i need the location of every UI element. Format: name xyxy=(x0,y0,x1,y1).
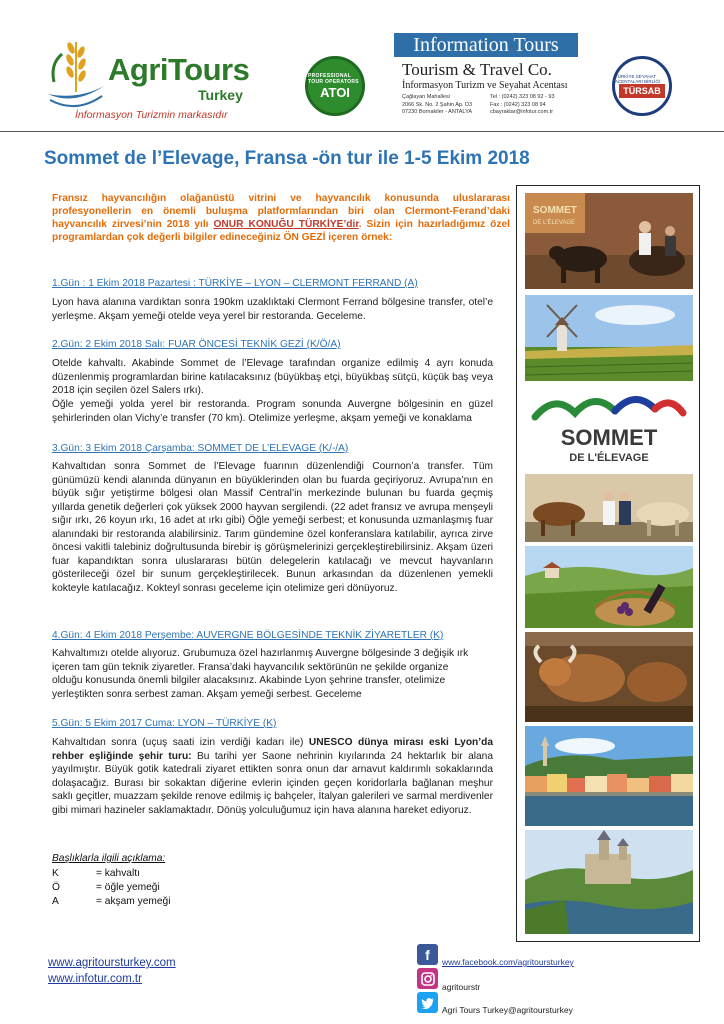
intro-paragraph xyxy=(52,192,510,244)
company-address xyxy=(402,94,472,117)
day-1-heading: 1.Gün : 1 Ekim 2018 Pazartesi : TÜRKİYE – LYON – CLERMONT FERRAND (A) xyxy=(52,278,418,289)
atoi-badge xyxy=(305,56,365,116)
day-5-text-b: Bu tarihi yer Saone nehrinin kıyılarında 24 hektarlık bir alana yayılmıştır. Büyük gotik katedrali ziyaret ettikten sonra onun dar arnavut kaldırımlı sokaklarında dolaşacağız. Burası bir sokaktan diğerine evlerin içinden geçen koridorlarla bağlanan meşhur saklı geçitler, muazzam şekilde renove edilmiş iç bahçeler, İtalyan galerileri ve sarmal merdivenler gibi mimari hazineler saklamaktadır. Dönüş yolculuğumuz için hava alanına hareket ediyoruz. xyxy=(52,750,493,816)
legend-key: Ö xyxy=(52,882,60,893)
cattle-fair-photo xyxy=(525,474,693,542)
cows-barn-photo xyxy=(525,632,693,722)
photo-sommet-sub: DE L'ÉLEVAGE xyxy=(533,220,576,226)
day-2-text: Otelde kahvaltı. Akabinde Sommet de l’Elevage tarafından organize edilmiş 4 ayrı konuda düzenlenmiş programlardan birine katılacaksınız (büyükbaş etçi, büyükbaş sütçü, küçük baş veya 2018 için seçilen özel Salers ırkı). xyxy=(52,358,493,396)
tursab-label: TÜRSAB xyxy=(619,84,665,98)
day-1-text: Lyon hava alanına vardıktan sonra 190km uzaklıktaki Clermont Ferrand bölgesine transfer, otel’e yerleşme. Akşam yemeği otelde veya yerel bir restoranda. Geceleme. xyxy=(52,297,493,322)
brand-tagline: İnformasyon Turizmin markasıdır xyxy=(75,109,228,121)
day-4-line: yerleştikten sonra serbest zaman. Akşam yemeği serbest. Geceleme xyxy=(52,688,362,700)
intro-highlight: ONUR KONUĞU TÜRKİYE’dir xyxy=(213,219,359,230)
intro-text: Fransız hayvancılığın olağanüstü vitrini ve hayvancılık konusunda uluslararası profesyonellerin en önemli buluşma platformlarından biri olan Clermont-Ferand’daki hayvancılık zirvesi’nin 2018 yılı xyxy=(52,193,510,230)
day-5-heading: 5.Gün: 5 Ekim 2017 Cuma: LYON – TÜRKİYE (K) xyxy=(52,718,277,729)
day-4-line: içeren tam gün teknik ziyaretler. Fransa’daki hayvancılık sektörünün ne şekilde organize xyxy=(52,661,449,673)
sommet-logo-word: SOMMET xyxy=(560,425,658,450)
atoi-label: ATOI xyxy=(320,84,350,100)
castle-photo xyxy=(525,830,693,934)
company-contact xyxy=(490,94,555,117)
facebook-link[interactable]: www.facebook.com/agritoursturkey xyxy=(442,957,574,967)
bull-show-photo xyxy=(525,193,693,289)
legend-row xyxy=(52,896,170,907)
website-link-agritours[interactable]: www.agritoursturkey.com xyxy=(48,957,176,969)
agritours-logo-mark xyxy=(44,34,106,116)
website-link-infotur[interactable]: www.infotur.com.tr xyxy=(48,973,142,985)
legend-title-text: Başlıklarla ilgili açıklama xyxy=(52,853,163,864)
info-company-title: Tourism & Travel Co. xyxy=(402,60,552,79)
lyon-city-photo xyxy=(525,726,693,826)
header-divider xyxy=(0,131,724,132)
day-5-text xyxy=(52,736,493,817)
tursab-badge xyxy=(612,56,672,116)
legend-value: = akşam yemeği xyxy=(96,896,171,907)
contact-line: Tel : (0242) 323 08 92 - 93 xyxy=(490,94,555,100)
legend-value: = öğle yemeği xyxy=(96,882,160,893)
day-2-heading: 2.Gün: 2 Ekim 2018 Salı: FUAR ÖNCESİ TEKNİK GEZİ (K/Ö/A) xyxy=(52,339,341,350)
instagram-icon[interactable] xyxy=(417,968,438,989)
day-5-text-bold: UNESCO dünya mirası eski Lyon’da rehber eşliğinde şehir turu: xyxy=(52,737,493,762)
day-2-text-2: Öğle yemeği yolda yerel bir restoranda. Program sonunda Auvergne bölgesinin en güzel şehirlerinden olan Vichy’e transfer (70 km). Otelimize yerleşme, akşam yemeği ve konaklama xyxy=(52,399,493,424)
photo-sommet-text: SOMMET xyxy=(533,205,577,216)
twitter-handle[interactable]: Agri Tours Turkey@agritoursturkey xyxy=(442,1005,573,1015)
legend-key: A xyxy=(52,896,59,907)
day-5-text-a: Kahvaltıdan sonra (uçuş saati izin verdiği kadarı ile) xyxy=(52,737,309,748)
page-title: Sommet de l’Elevage, Fransa -ön tur ile 1-5 Ekim 2018 xyxy=(44,148,530,169)
brand-country: Turkey xyxy=(198,87,243,103)
brand-name: AgriTours xyxy=(108,52,250,87)
contact-line: Fax : (0242) 323 08 94 xyxy=(490,101,546,108)
twitter-icon[interactable] xyxy=(417,992,438,1013)
address-line: 07230 Bornakiler - ANTALYA xyxy=(402,109,473,115)
legend-key: K xyxy=(52,868,59,879)
day-3-heading: 3.Gün: 3 Ekim 2018 Çarşamba: SOMMET DE L’ELEVAGE (K/-/A) xyxy=(52,443,349,454)
photo-column xyxy=(516,185,700,942)
vineyard-photo xyxy=(525,546,693,628)
legend-row xyxy=(52,868,140,879)
windmill-photo xyxy=(525,295,693,381)
contact-line: cbayraktar@infotur.com.tr xyxy=(490,109,554,115)
legend-value: = kahvaltı xyxy=(96,868,140,879)
address-line: Çağlayan Mahallesi xyxy=(402,94,450,100)
legend-row xyxy=(52,882,160,893)
sommet-logo xyxy=(525,383,693,471)
day-4-line: olduğu konusunda önemli bilgiler alacaksınız. Akabinde Lyon şehrine transfer, otelimize xyxy=(52,675,446,686)
instagram-handle[interactable]: agritourstr xyxy=(442,982,481,992)
day-4-text xyxy=(52,647,493,701)
information-tours-banner: Information Tours xyxy=(394,33,578,57)
atoi-ring-text: PROFESSIONAL TOUR OPERATORS xyxy=(308,72,359,85)
address-line: 2066 Sk. No. 2 Şahin Ap. D3 xyxy=(402,101,473,108)
day-4-heading: 4.Gün: 4 Ekim 2018 Perşembe: AUVERGNE BÖLGESİNDE TEKNİK ZİYARETLER (K) xyxy=(52,630,444,641)
sommet-logo-subword: DE L'ÉLEVAGE xyxy=(569,452,649,464)
intro-text: . Sizin için hazırladığımız özel programlardan çok değerli bilgiler edineceğiniz ÖN GEZİ içeren örnek: xyxy=(52,219,510,243)
tursab-ring-text: TÜRKİYE SEYAHAT ACENTALARI BİRLİĞİ xyxy=(615,74,661,84)
info-company-subtitle: İnformasyon Turizm ve Seyahat Acentası xyxy=(402,80,568,91)
day-3-text: Kahvaltıdan sonra Sommet de l’Elevage fuarının düzenlendiği Cournon’a transfer. Tüm günümüzü kendi alanında dünyanın en büyüklerinden olan bu fuarda geçiriyoruz. Avrupa’nın en büyük sığır yetiştirme bölgesi olan Massif Central’in merkezinde bulunan bu fuarda geçmiş yıllarda genetik değerleri çok yüksek 2000 hayvan sergilendi. (22 adet fransız ve avrupa menşeyli sığır ırkı, 26 koyun ırkı, 16 adet at ırkı gibi) Öğle yemeği serbest; et konusunda uzmanlaşmış fuar alanındaki bir restoranda alabilirsiniz. Tarım gündemine özel konferanslara katılabilir, ayrıca zirve öncesi vakitli talebiniz doğrultusunda birebir iş görüşmelerinizi gerçekleştirebilirsiniz. Akşam üzeri fuar kapandıktan sonra uluslararası bütün delegelerin katılacağı ve mevcut hayvanların gösterileceği özel bir sunum gerçekleştirilecek. Bunun arkasından da düzenlenen yemekli kokteyle katılacağız. Kokteyl sonrası geceleme için otelimize geri dönüyoruz. xyxy=(52,461,493,594)
legend-title xyxy=(52,853,165,864)
legend-title-colon: : xyxy=(162,853,166,864)
day-4-line: Kahvaltımızı otelde alıyoruz. Grubumuza özel hazırlanmış Auvergne bölgesinde 3 değişik ırk xyxy=(52,648,469,659)
facebook-icon[interactable]: f xyxy=(417,944,438,965)
